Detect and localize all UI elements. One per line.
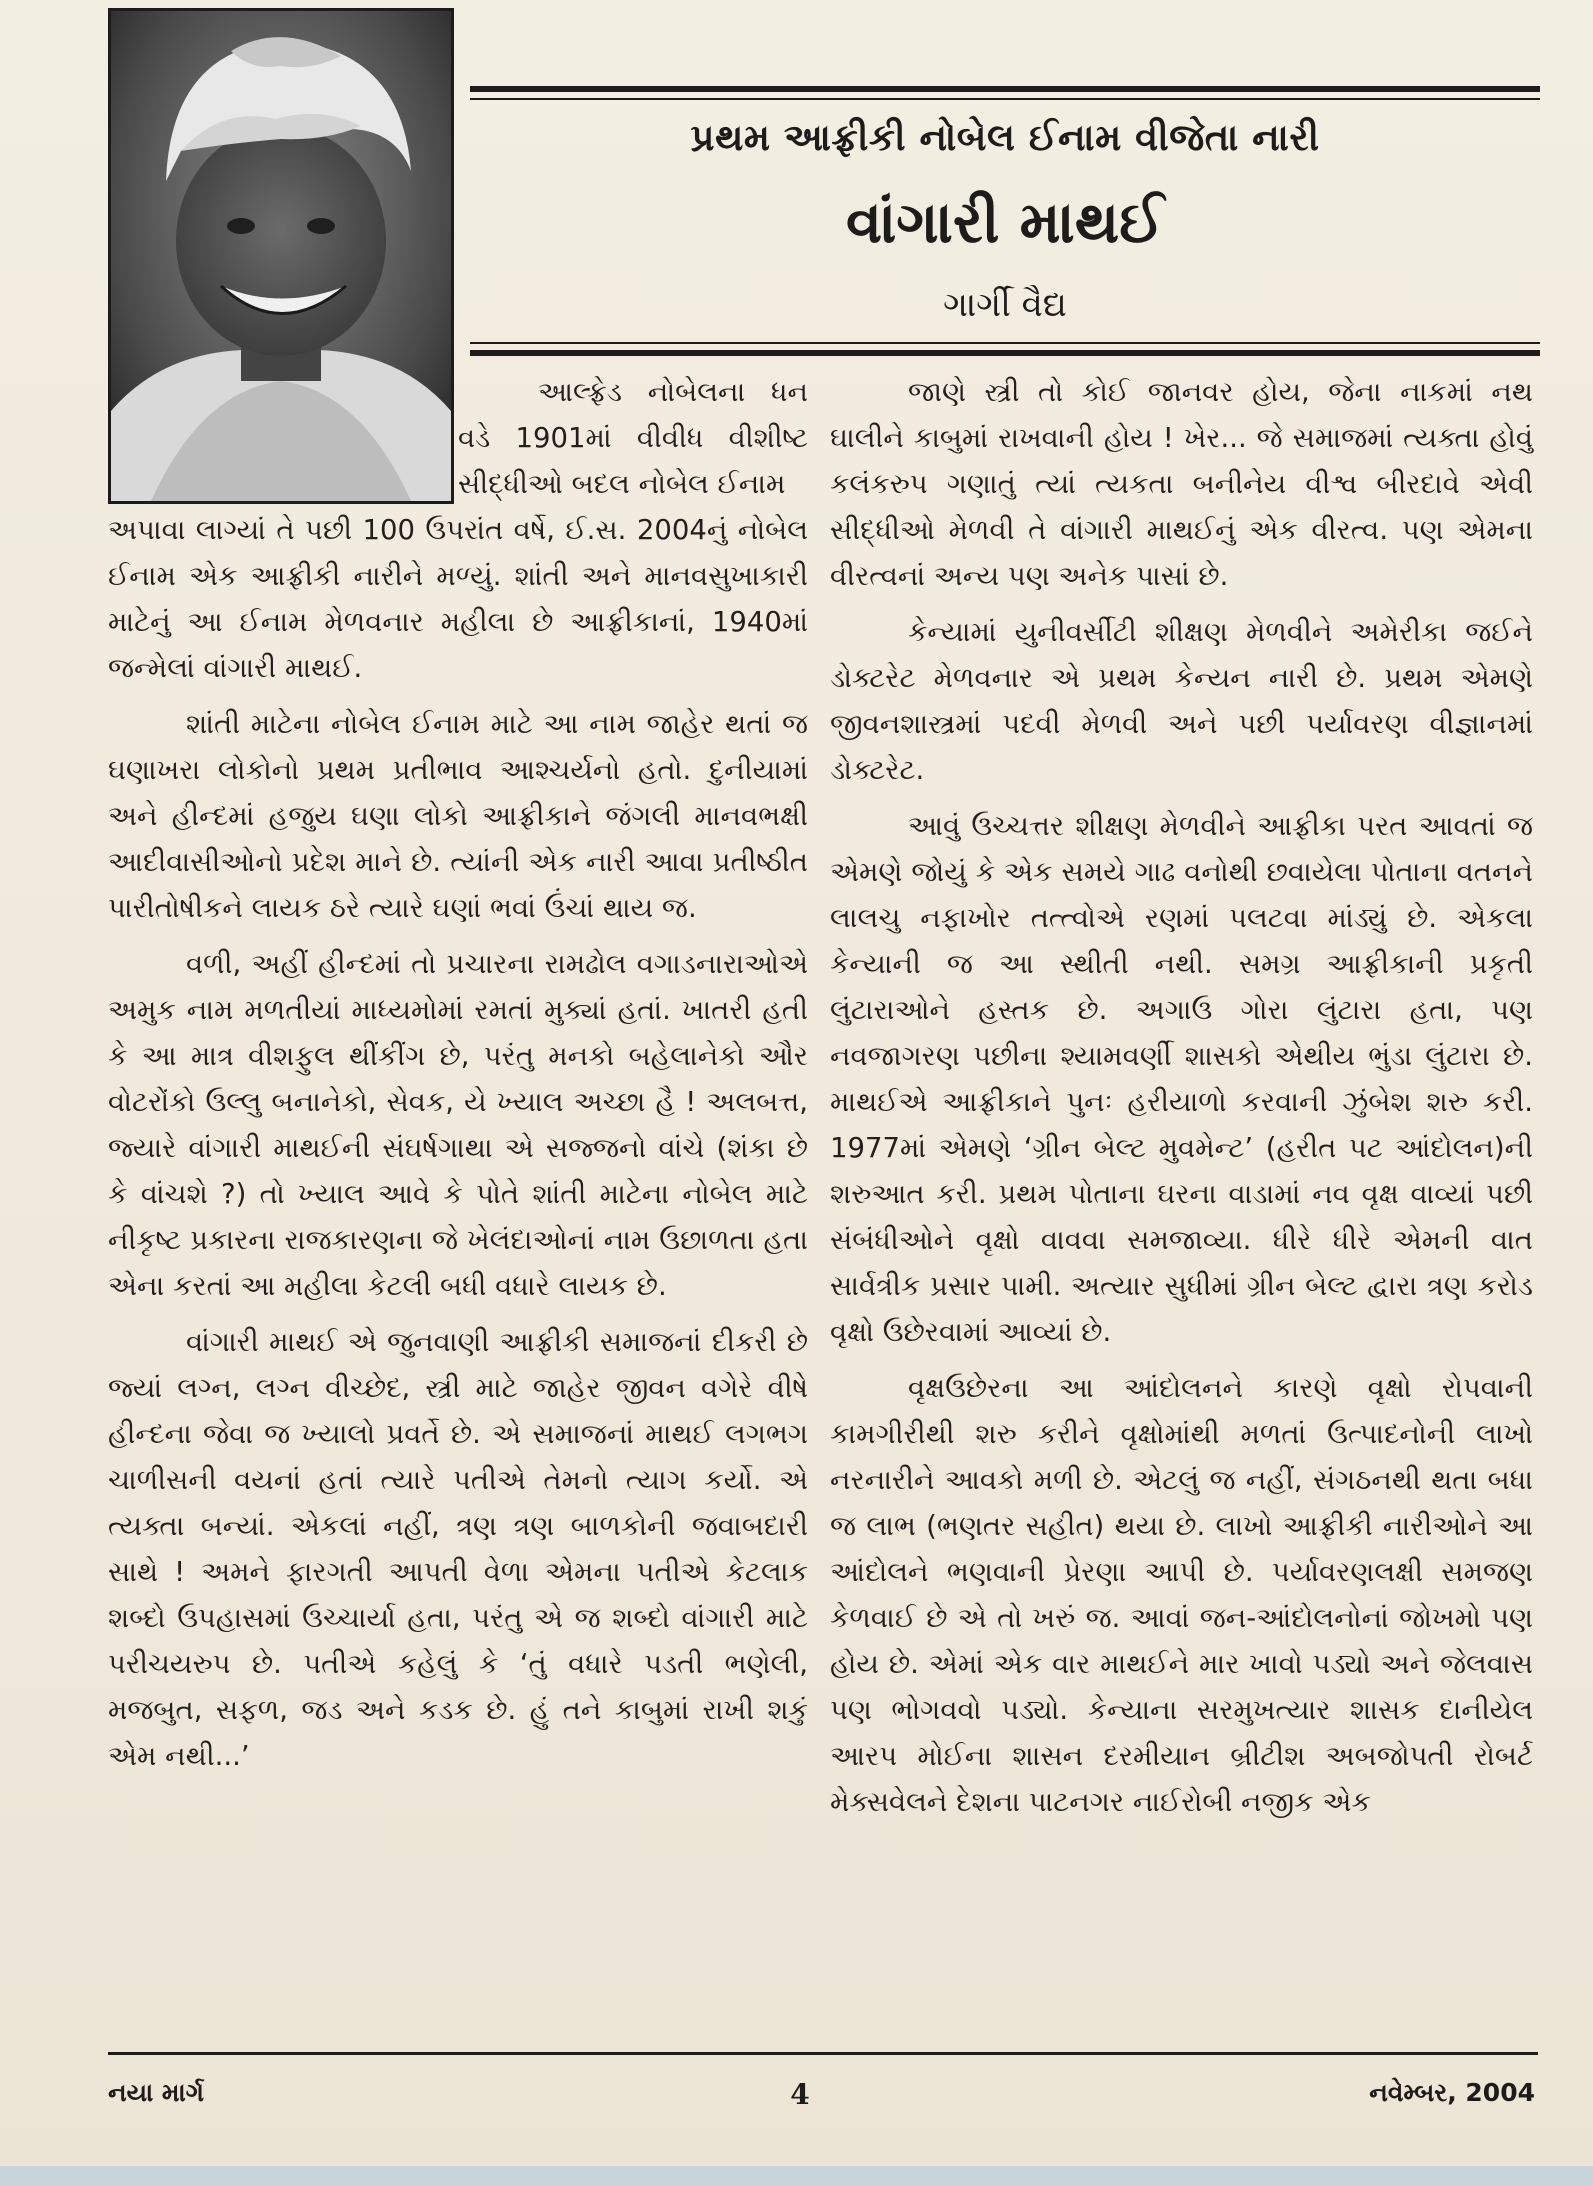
- header-rule-top: [470, 86, 1540, 92]
- paragraph: વૃક્ષઉછેરના આ આંદોલનને કારણે વૃક્ષો રોપવાની કામગીરીથી શરુ કરીને વૃક્ષોમાંથી મળતાં ઉત્પાદનોની લાખો નરનારીને આવકો મળી છે. એટલું જ નહીં, સંગઠનથી થતા બધા જ લાભ (ભણતર સહીત) થયા છે. લાખો આફ્રીકી નારીઓને આ આંદોલને ભણવાની પ્રેરણા આપી છે. પર્યાવરણલક્ષી સમજણ કેળવાઈ છે એ તો ખરું જ. આવાં જન-આંદોલનોનાં જોખમો પણ હોય છે. એમાં એક વાર માથઈને માર ખાવો પડ્યો અને જેલવાસ પણ ભોગવવો પડ્યો. કેન્યાના સરમુખત્યાર શાસક દાનીયેલ આરપ મોઈના શાસન દરમીયાન બ્રીટીશ અબજોપતી રોબર્ટ મેક્સવેલને દેશના પાટનગર નાઈરોબી નજીક એક: [830, 1372, 1533, 1818]
- article-author: ગાર્ગી વૈદ્ય: [943, 285, 1067, 325]
- header-rule-bottom: [470, 350, 1540, 356]
- right-column: [830, 369, 1533, 1835]
- footer-publication: નયા માર્ગ: [108, 2078, 204, 2107]
- footer-date: નવેમ્બર, 2004: [1369, 2078, 1535, 2107]
- paragraph: અપાવા લાગ્યાં તે પછી 100 ઉપરાંત વર્ષે, ઈ.સ. 2004નું નોબેલ ઈનામ એક આફ્રીકી નારીને મળ્યું. શાંતી અને માનવસુખાકારી માટેનું આ ઈનામ મેળવનાર મહીલા છે આફ્રીકાનાં, 1940માં જન્મેલાં વાંગારી માથઈ.: [108, 514, 808, 684]
- footer-rule: [108, 2052, 1538, 2055]
- paragraph: વાંગારી માથઈ એ જુનવાણી આફ્રીકી સમાજનાં દીકરી છે જ્યાં લગ્ન, લગ્ન વીચ્છેદ, સ્ત્રી માટે જાહેર જીવન વગેરે વીષે હીન્દના જેવા જ ખ્યાલો પ્રવર્તે છે. એ સમાજનાં માથઈ લગભગ ચાળીસની વયનાં હતાં ત્યારે પતીએ તેમનો ત્યાગ કર્યો. એ ત્યક્તા બન્યાં. એકલાં નહીં, ત્રણ ત્રણ બાળકોની જવાબદારી સાથે ! અમને ફારગતી આપતી વેળા એમના પતીએ કેટલાક શબ્દો ઉપહાસમાં ઉચ્ચાર્યા હતા, પરંતુ એ જ શબ્દો વાંગારી માટે પરીચયરુપ છે. પતીએ કહેલું કે ‘તું વધારે પડતી ભણેલી, મજબુત, સફળ, જડ અને કડક છે. હું તને કાબુમાં રાખી શકું એમ નથી...’: [108, 1326, 808, 1772]
- left-column-intro: [458, 369, 808, 517]
- paragraph: જાણે સ્ત્રી તો કોઈ જાનવર હોય, જેના નાકમાં નથ ઘાલીને કાબુમાં રાખવાની હોય ! ખેર... જે સમાજમાં ત્યક્તા હોવું કલંકરુપ ગણાતું ત્યાં ત્યકતા બનીનેય વીશ્વ બીરદાવે એવી સીદ્ધીઓ મેળવી તે વાંગારી માથઈનું એક વીરત્વ. પણ એમના વીરત્વનાં અન્ય પણ અનેક પાસાં છે.: [830, 376, 1533, 592]
- portrait-photo: [108, 8, 454, 504]
- paragraph: વળી, અહીં હીન્દમાં તો પ્રચારના રામઢોલ વગાડનારાઓએ અમુક નામ મળતીયાં માધ્યમોમાં રમતાં મુક્યાં હતાં. ખાતરી હતી કે આ માત્ર વીશફુલ થીંકીંગ છે, પરંતુ મનકો બહેલાનેકો ઔર વોટરોંકો ઉલ્લુ બનાનેકો, સેવક, યે ખ્યાલ અચ્છા હૈ ! અલબત્ત, જ્યારે વાંગારી માથઈની સંઘર્ષગાથા એ સજ્જનો વાંચે (શંકા છે કે વાંચશે ?) તો ખ્યાલ આવે કે પોતે શાંતી માટેના નોબેલ માટે નીકૃષ્ટ પ્રકારના રાજકારણના જે ખેલંદાઓનાં નામ ઉછાળતા હતા એના કરતાં આ મહીલા કેટલી બધી વધારે લાયક છે.: [108, 948, 808, 1302]
- left-column: [108, 507, 808, 1789]
- paragraph: આવું ઉચ્ચત્તર શીક્ષણ મેળવીને આફ્રીકા પરત આવતાં જ એમણે જોયું કે એક સમયે ગાઢ વનોથી છવાયેલા પોતાના વતનને લાલચુ નફાખોર તત્ત્વોએ રણમાં પલટવા માંડ્યું છે. એકલા કેન્યાની જ આ સ્થીતી નથી. સમગ્ર આફ્રીકાની પ્રકૃતી લુંટારાઓને હસ્તક છે. અગાઉ ગોરા લુંટારા હતા, પણ નવજાગરણ પછીના શ્યામવર્ણી શાસકો એથીય ભુંડા લુંટારા છે. માથઈએ આફ્રીકાને પુનઃ હરીયાળો કરવાની ઝુંબેશ શરુ કરી. 1977માં એમણે ‘ગ્રીન બેલ્ટ મુવમેન્ટ’ (હરીત પટ આંદોલન)ની શરુઆત કરી. પ્રથમ પોતાના ઘરના વાડામાં નવ વૃક્ષ વાવ્યાં પછી સંબંધીઓને વૃક્ષો વાવવા સમજાવ્યા. ધીરે ધીરે એમની વાત સાર્વત્રીક પ્રસાર પામી. અત્યાર સુધીમાં ગ્રીન બેલ્ટ દ્વારા ત્રણ કરોડ વૃક્ષો ઉછેરવામાં આવ્યાં છે.: [830, 810, 1533, 1348]
- paragraph: શાંતી માટેના નોબેલ ઈનામ માટે આ નામ જાહેર થતાં જ ઘણાખરા લોકોનો પ્રથમ પ્રતીભાવ આશ્ચર્યનો હતો. દુનીયામાં અને હીન્દમાં હજુય ઘણા લોકો આફ્રીકાને જંગલી માનવભક્ષી આદીવાસીઓનો પ્રદેશ માને છે. ત્યાંની એક નારી આવા પ્રતીષ્ઠીત પારીતોષીકને લાયક ઠરે ત્યારે ઘણાં ભવાં ઉંચાં થાય જ.: [108, 708, 808, 924]
- header-rule-bottom-thin: [470, 342, 1540, 344]
- scan-edge: [0, 2166, 1593, 2186]
- paragraph: કેન્યામાં યુનીવર્સીટી શીક્ષણ મેળવીને અમેરીકા જઈને ડોક્ટરેટ મેળવનાર એ પ્રથમ કેન્યન નારી છે. પ્રથમ એમણે જીવનશાસ્ત્રમાં પદવી મેળવી અને પછી પર્યાવરણ વીજ્ઞાનમાં ડોક્ટરેટ.: [830, 616, 1533, 786]
- paragraph-intro: આલ્ફ્રેડ નોબેલના ધન વડે 1901માં વીવીધ વીશીષ્ટ સીદ્ધીઓ બદલ નોબેલ ઈનામ: [458, 376, 808, 500]
- page-number: 4: [790, 2078, 810, 2111]
- portrait-image: [111, 11, 451, 501]
- header-rule-top-thin: [470, 98, 1540, 100]
- article-title: વાંગારી માથઈ: [845, 188, 1165, 256]
- article-subtitle: પ્રથમ આફ્રીકી નોબેલ ઈનામ વીજેતા નારી: [690, 116, 1320, 159]
